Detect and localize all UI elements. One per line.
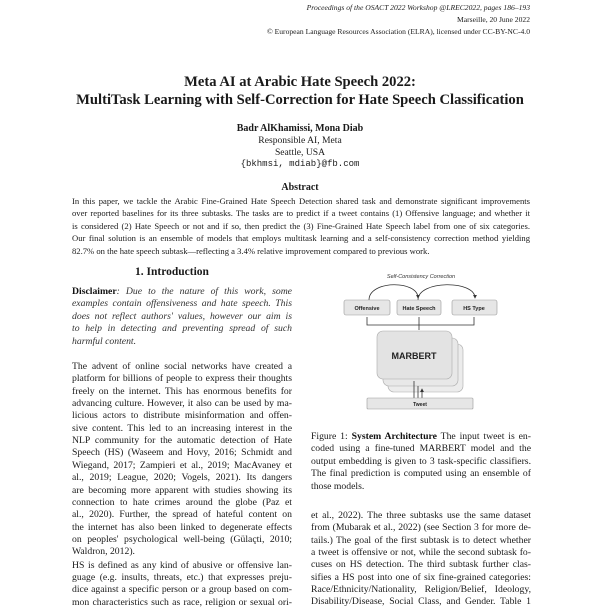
body-line: al., 2019; League, 2020; Vogels, 2021). Its dangers — [72, 472, 292, 484]
body-line: the internet has also been linked to degenerate effects — [72, 521, 292, 533]
abstract-line: 82.7% on the hate speech subtask—reflecting a 3.4% relative improvement compared to previous work. — [72, 245, 430, 256]
svg-text:MARBERT: MARBERT — [391, 351, 437, 361]
emails: {bkhmsi, mdiab}@fb.com — [240, 159, 360, 169]
svg-text:Hate Speech: Hate Speech — [402, 306, 436, 312]
tweet-input — [367, 398, 473, 409]
disclaimer-line: examples contain offensiveness and hate speech. This — [72, 298, 292, 310]
caption-line: those models. — [311, 480, 365, 492]
system-architecture-figure — [311, 262, 531, 412]
body-line: Disability/Disease, Social Class, and Gender. Table 1 — [311, 596, 531, 608]
body-line: guage (e.g. insults, threats, etc.) that expresses preju- — [72, 571, 292, 583]
svg-text:Tweet: Tweet — [413, 402, 427, 408]
paper-title-line-1: Meta AI at Arabic Hate Speech 2022: — [184, 74, 416, 90]
proceedings-line: Proceedings of the OSACT 2022 Workshop @LREC2022, pages 186–193 — [306, 3, 530, 12]
body-line: sifies a HS post into one of six fine-grained categories: — [311, 571, 531, 583]
head-offensive — [344, 300, 390, 315]
section-heading-introduction: 1. Introduction — [135, 266, 209, 278]
head-arrows — [367, 317, 474, 330]
paper-title-line-2: MultiTask Learning with Self-Correction for Hate Speech Classification — [76, 92, 524, 108]
body-line: al., 2020). Further, the spread of hateful content on — [72, 509, 292, 521]
abstract-line: is considered (2) Hate Speech or not and if so, then predict the (3) Fine-Grained Hate Speech label from one of six categories. — [72, 220, 530, 231]
body-line: mon characteristics such as race, religion or sexual ori- — [72, 596, 292, 608]
caption-line: output embedding is given to 3 task-specific classifiers. — [311, 455, 531, 467]
body-line: tails.) The goal of the first subtask is to detect whether — [311, 534, 531, 546]
body-line: advancing culture. However, it also can be used by ma- — [72, 398, 292, 410]
body-line: are becoming more apparent with studies showing its — [72, 484, 292, 496]
venue-date: Marseille, 20 June 2022 — [457, 15, 530, 24]
body-line: Wiegand, 2017; Zampieri et al., 2019; MacAvaney et — [72, 459, 292, 471]
body-line: Waldron, 2012). — [72, 546, 135, 558]
disclaimer-line: does not reflect authors' values, however our aim is — [72, 310, 292, 322]
abstract-line: In this paper, we tackle the Arabic Fine-Grained Hate Speech Detection shared task and demonstrate significant improvements — [72, 196, 530, 206]
body-line: NLP community for the automatic detection of Hate — [72, 435, 292, 447]
abstract-line: Our final solution is an ensemble of models that employs multitask learning and a self-consistency correction method yielding — [72, 233, 530, 244]
correction-arrow-right — [418, 285, 475, 300]
body-line: platform for billions of people to express their thoughts — [72, 373, 292, 385]
body-line: dice against a specific person or a group based on com- — [72, 584, 292, 596]
svg-text:HS Type: HS Type — [463, 306, 485, 312]
disclaimer-line: to help in detecting and preventing spread of such — [72, 323, 292, 335]
copyright-line: © European Language Resources Association (ELRA), licensed under CC-BY-NC-4.0 — [266, 27, 530, 36]
body-line: licious actors to distribute misinformation and offen- — [72, 410, 292, 422]
authors: Badr AlKhamissi, Mona Diab — [236, 123, 364, 134]
caption-line — [311, 431, 531, 443]
location: Seattle, USA — [274, 147, 326, 158]
body-line: HS is defined as any kind of abusive or offensive lan- — [72, 559, 292, 571]
disclaimer-line — [72, 286, 292, 298]
figure-top-label: Self-Consistency Correction — [386, 274, 456, 280]
disclaimer-line: harmful content. — [72, 335, 137, 347]
abstract-line: over reported baselines for its three subtasks. The tasks are to predict if a tweet contains (1) Offensive language; and whether it — [72, 208, 530, 219]
svg-text:Offensive: Offensive — [354, 306, 380, 312]
disclaimer-text: : Due to the nature of this work, some — [116, 286, 292, 297]
caption-line: coded using a fine-tuned MARBERT model and the — [311, 443, 531, 455]
body-line: The advent of online social networks have created a — [72, 361, 292, 372]
body-line: a tweet is offensive or not, while the second subtask fo- — [311, 547, 531, 559]
body-line: Speech (HS) (Waseem and Hovy, 2016; Schmidt and — [72, 447, 292, 459]
body-line: Race/Ethnicity/Nationality, Religion/Belief, Ideology, — [311, 584, 531, 596]
head-hate-speech — [397, 300, 441, 315]
body-line: cuses on HS detection. The third subtask further clas- — [311, 559, 531, 571]
head-hs-type — [452, 300, 497, 315]
caption-line: The final prediction is computed using an ensemble of — [311, 468, 531, 480]
disclaimer-label: Disclaimer — [72, 286, 117, 297]
correction-arrow-left — [369, 285, 418, 300]
caption-label: System Architecture — [351, 431, 437, 442]
abstract-heading: Abstract — [281, 182, 319, 193]
affiliation: Responsible AI, Meta — [258, 135, 342, 146]
body-line: et al., 2022). The three subtasks use the same dataset — [311, 510, 531, 521]
body-line: sive content. This led to an increasing interest in the — [72, 422, 292, 434]
body-line: connection to hate crimes around the globe (Paz et — [72, 496, 292, 508]
body-line: from (Mubarak et al., 2022) (see Section 3 for more de- — [311, 522, 531, 534]
body-line: on peoples' psychological well-being (Gülaçti, 2010; — [72, 533, 292, 545]
body-line: freely on the internet. This has enormous benefits for — [72, 385, 292, 397]
caption-prefix: Figure 1: — [311, 431, 352, 442]
caption-text: The input tweet is en- — [436, 431, 531, 442]
marbert-model — [377, 331, 463, 392]
